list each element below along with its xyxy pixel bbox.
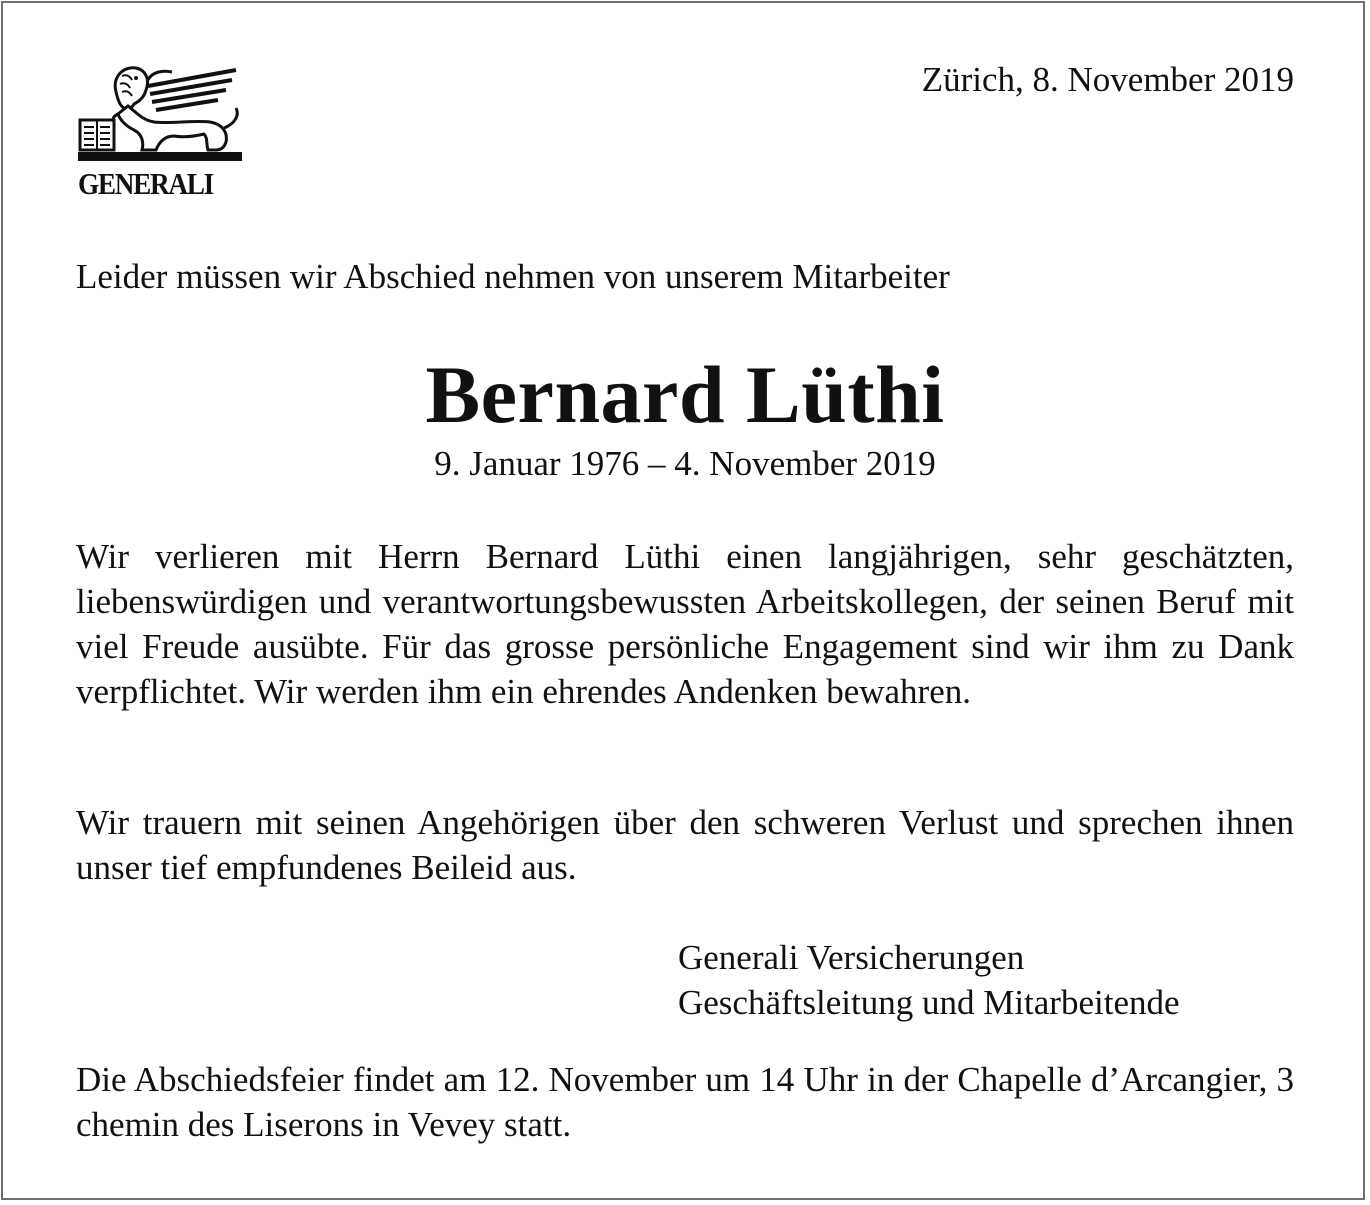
condolence-paragraph: Wir trauern mit seinen Angehörigen über den schweren Verlust und sprechen ihnen unser tief empfundenes Beileid aus. [76, 803, 1294, 887]
deceased-name: Bernard Lüthi [425, 349, 945, 440]
signature-group: Geschäftsleitung und Mitarbeitende [678, 983, 1180, 1022]
lifespan-dates: 9. Januar 1976 – 4. November 2019 [434, 444, 936, 483]
signature-company: Generali Versicherungen [678, 938, 1025, 977]
tribute-paragraph: Wir verlieren mit Herrn Bernard Lüthi einen langjährigen, sehr geschätzten, liebenswürdigen und verantwortungsbewussten Arbeitskollegen, der seinen Beruf mit viel Freude ausübte. Für das grosse persönliche Engagement sind wir ihm zu Dank verpflichtet. Wir werden ihm ein ehrendes Andenken bewahren. [76, 537, 1294, 711]
signature-block [678, 935, 1180, 1025]
logo-wordmark: GENERALI [78, 166, 213, 201]
generali-logo [76, 62, 246, 202]
winged-lion-icon [76, 62, 246, 166]
intro-line: Leider müssen wir Abschied nehmen von unserem Mitarbeiter [76, 257, 950, 296]
place-date: Zürich, 8. November 2019 [921, 60, 1294, 99]
ceremony-info: Die Abschiedsfeier findet am 12. November um 14 Uhr in der Chapelle d’Arcangier, 3 chemin des Liserons in Vevey statt. [76, 1060, 1294, 1144]
